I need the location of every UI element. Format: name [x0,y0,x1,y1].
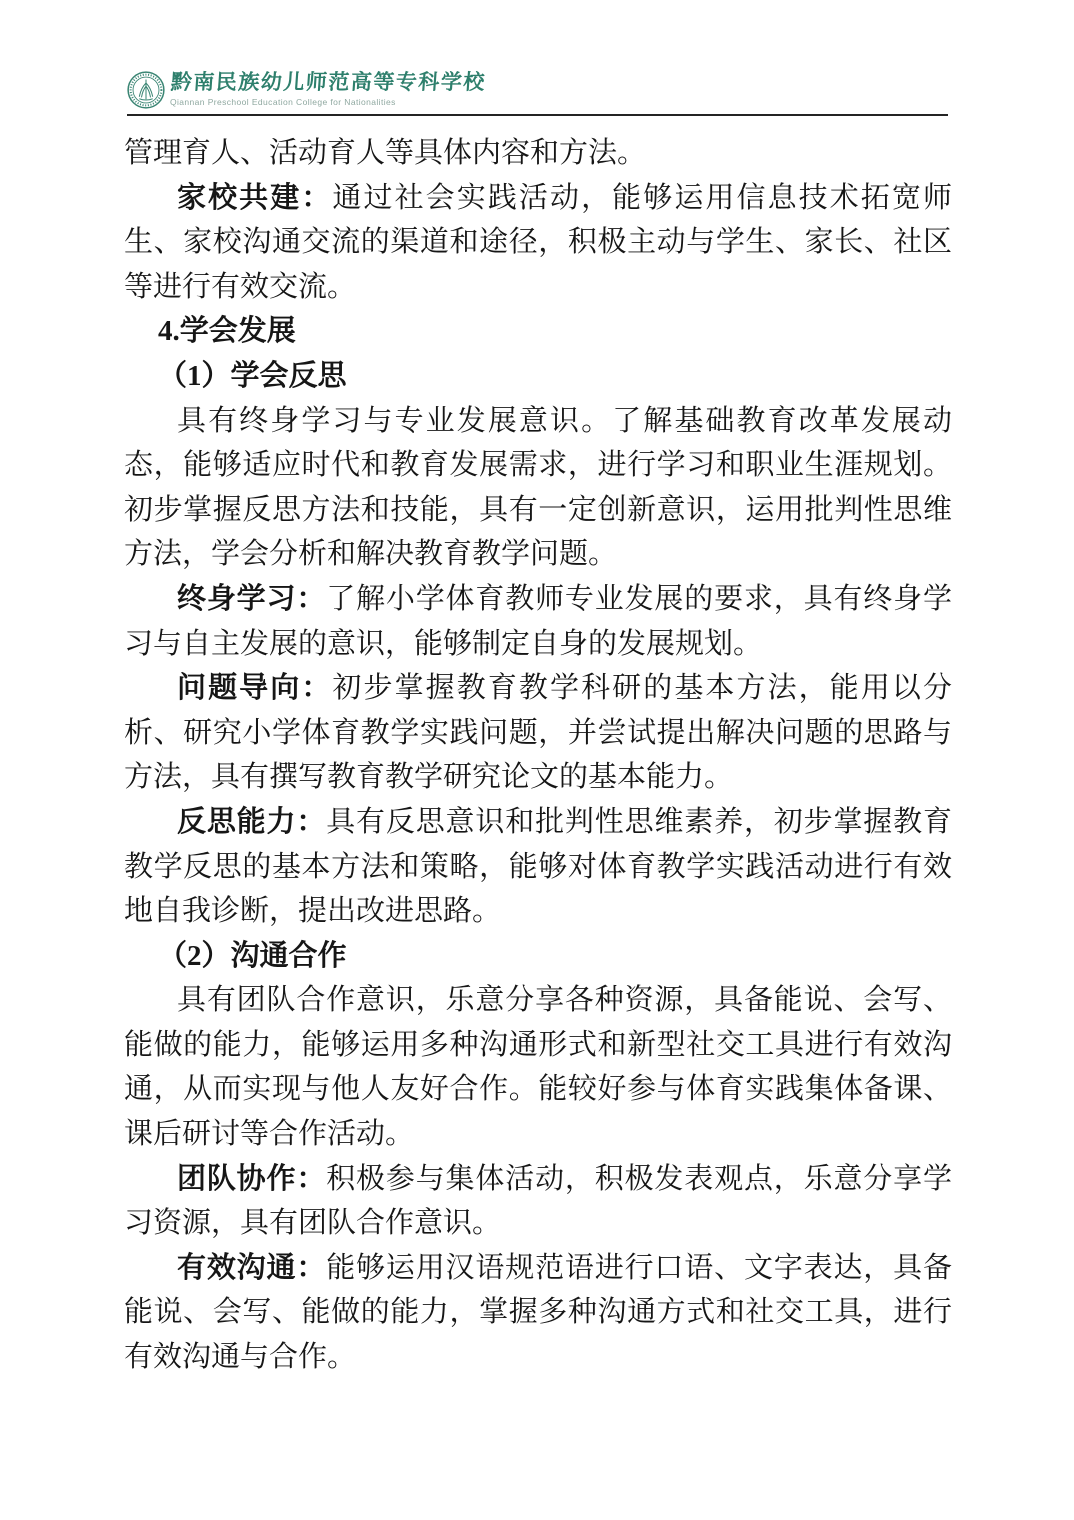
document-body [124,131,952,1380]
paragraph-lead: 家校共建： [177,181,333,214]
paragraph: 家校共建：通过社会实践活动，能够运用信息技术拓宽师生、家校沟通交流的渠道和途径，积极主动与学生、家长、社区等进行有效交流。 [124,181,952,303]
paragraph: 终身学习：了解小学体育教师专业发展的要求，具有终身学习与自主发展的意识，能够制定自身的发展规划。 [124,582,952,660]
section-heading: （2）沟通合作 [158,939,347,972]
section-heading: （1）学会反思 [158,359,347,392]
school-seal-icon [127,71,165,109]
school-name-english: Qiannan Preschool Education College for Nationalities [170,97,396,107]
paragraph: 管理育人、活动育人等具体内容和方法。 [124,137,647,169]
paragraph-lead: 反思能力： [177,805,327,838]
school-name-chinese: 黔南民族幼儿师范高等专科学校 [170,70,487,94]
paragraph: 问题导向：初步掌握教育教学科研的基本方法，能用以分析、研究小学体育教学实践问题，并尝试提出解决问题的思路与方法，具有撰写教育教学研究论文的基本能力。 [124,672,952,794]
page-header [127,62,948,116]
paragraph: 有效沟通：能够运用汉语规范语进行口语、文字表达，具备能说、会写、能做的能力，掌握多种沟通方式和社交工具，进行有效沟通与合作。 [124,1251,952,1374]
paragraph: 具有团队合作意识，乐意分享各种资源，具备能说、会写、能做的能力，能够运用多种沟通形式和新型社交工具进行有效沟通，从而实现与他人友好合作。能较好参与体育实践集体备课、课后研讨等合作活动。 [124,984,952,1151]
paragraph-lead: 问题导向： [177,672,333,705]
paragraph-lead: 有效沟通： [177,1251,327,1284]
section-heading: 4.学会发展 [158,315,296,348]
paragraph: 团队协作：积极参与集体活动，积极发表观点，乐意分享学习资源，具有团队合作意识。 [124,1162,952,1240]
paragraph-lead: 团队协作： [177,1162,327,1195]
paragraph-lead: 终身学习： [177,582,327,615]
school-title-block [170,70,485,107]
paragraph: 具有终身学习与专业发展意识。了解基础教育改革发展动态，能够适应时代和教育发展需求，进行学习和职业生涯规划。初步掌握反思方法和技能，具有一定创新意识，运用批判性思维方法，学会分析和解决教育教学问题。 [124,404,952,571]
paragraph: 反思能力：具有反思意识和批判性思维素养，初步掌握教育教学反思的基本方法和策略，能够对体育教学实践活动进行有效地自我诊断，提出改进思路。 [124,805,952,928]
